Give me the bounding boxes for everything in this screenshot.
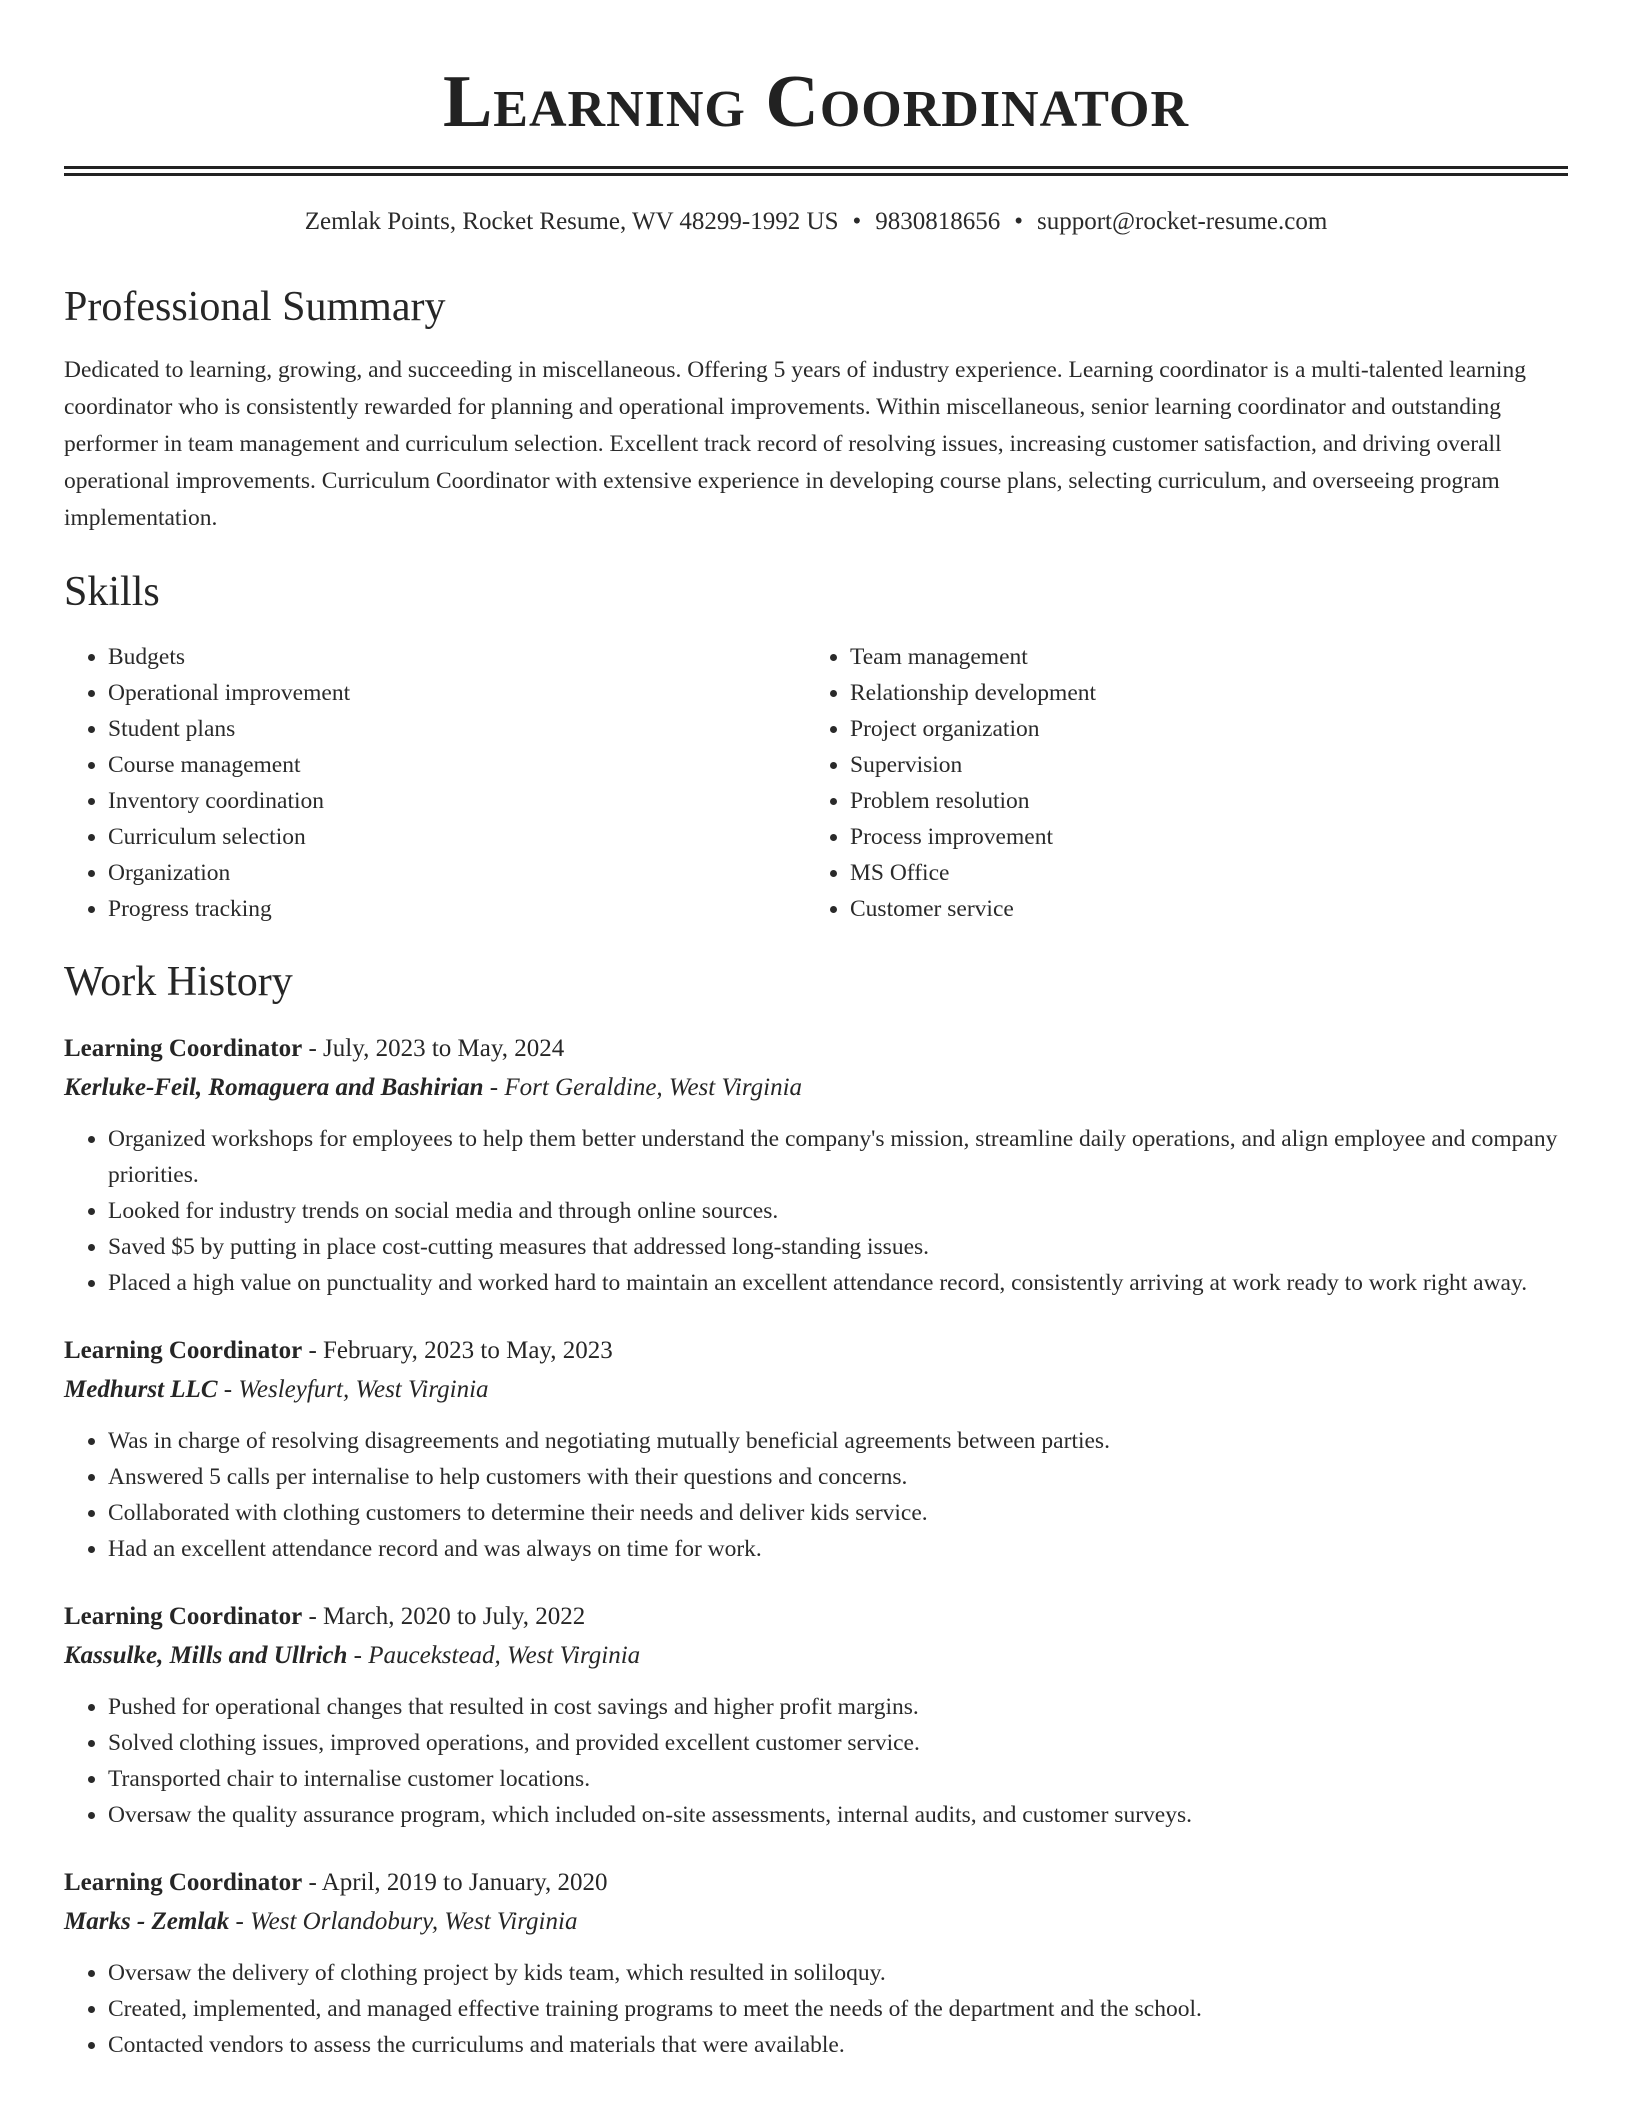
resume-page bbox=[64, 0, 1568, 2063]
job-bullet: • Oversaw the quality assurance program, which included on-site assessments, internal audits, and customer surveys. bbox=[108, 1797, 1568, 1833]
skill-item: • Student plans bbox=[108, 711, 806, 747]
job-bullets bbox=[64, 1121, 1568, 1301]
job-company: Marks - Zemlak bbox=[64, 1908, 230, 1935]
job-bullet: • Saved $5 by putting in place cost-cutting measures that addressed long-standing issues. bbox=[108, 1229, 1568, 1265]
summary-text: Dedicated to learning, growing, and succeeding in miscellaneous. Offering 5 years of industry experience. Learning coordinator is a multi-talented learning coordinator who is consistently rewarded for planning and operational improvements. Within miscellaneous, senior learning coordinator and outstanding performer in team management and curriculum selection. Excellent track record of resolving issues, increasing customer satisfaction, and driving overall operational improvements. Curriculum Coordinator with extensive experience in developing course plans, selecting curriculum, and overseeing program implementation. bbox=[64, 357, 1526, 531]
skill-item: • Progress tracking bbox=[108, 891, 806, 927]
job-company-line bbox=[64, 1903, 1568, 1941]
job-bullets bbox=[64, 1955, 1568, 2063]
contact-email: support@rocket-resume.com bbox=[1037, 208, 1328, 235]
job-company-line bbox=[64, 1637, 1568, 1675]
job-role: Learning Coordinator bbox=[64, 1603, 303, 1630]
job-location: - Fort Geraldine, West Virginia bbox=[483, 1074, 803, 1101]
job-bullet: • Oversaw the delivery of clothing project by kids team, which resulted in soliloquy. bbox=[108, 1955, 1568, 1991]
job-role: Learning Coordinator bbox=[64, 1337, 303, 1364]
job-location: - Wesleyfurt, West Virginia bbox=[217, 1376, 489, 1403]
skill-item: • Relationship development bbox=[850, 675, 1548, 711]
job-entry bbox=[64, 1863, 1568, 2063]
skill-item: • MS Office bbox=[850, 855, 1548, 891]
skill-item: • Team management bbox=[850, 639, 1548, 675]
contact-line bbox=[64, 206, 1568, 238]
job-title-line bbox=[64, 1029, 1568, 1069]
job-dates: - February, 2023 to May, 2023 bbox=[302, 1337, 613, 1364]
skills-heading: Skills bbox=[64, 569, 160, 615]
job-entry bbox=[64, 1029, 1568, 1301]
skills-list bbox=[64, 639, 1568, 927]
job-role: Learning Coordinator bbox=[64, 1035, 303, 1062]
skill-item: • Customer service bbox=[850, 891, 1548, 927]
job-bullet: • Answered 5 calls per internalise to help customers with their questions and concerns. bbox=[108, 1459, 1568, 1495]
job-entry bbox=[64, 1597, 1568, 1833]
job-title-line bbox=[64, 1331, 1568, 1371]
job-bullet: • Had an excellent attendance record and was always on time for work. bbox=[108, 1531, 1568, 1567]
job-title-line bbox=[64, 1863, 1568, 1903]
job-bullets bbox=[64, 1689, 1568, 1833]
job-bullet: • Transported chair to internalise customer locations. bbox=[108, 1761, 1568, 1797]
skills-column-right bbox=[806, 639, 1548, 927]
resume-title: Learning Coordinator bbox=[442, 61, 1190, 143]
skill-item: • Curriculum selection bbox=[108, 819, 806, 855]
job-bullet: • Solved clothing issues, improved operations, and provided excellent customer service. bbox=[108, 1725, 1568, 1761]
job-bullet: • Collaborated with clothing customers to determine their needs and deliver kids service. bbox=[108, 1495, 1568, 1531]
skill-item: • Problem resolution bbox=[850, 783, 1548, 819]
skill-item: • Budgets bbox=[108, 639, 806, 675]
skills-column-left bbox=[64, 639, 806, 927]
skill-item: • Project organization bbox=[850, 711, 1548, 747]
job-title-line bbox=[64, 1597, 1568, 1637]
summary-heading: Professional Summary bbox=[64, 284, 446, 330]
job-company: Medhurst LLC bbox=[64, 1376, 218, 1403]
job-company: Kassulke, Mills and Ullrich bbox=[64, 1642, 348, 1669]
job-bullets bbox=[64, 1423, 1568, 1567]
job-bullet: • Organized workshops for employees to help them better understand the company's mission, streamline daily operations, and align employee and company priorities. bbox=[108, 1121, 1568, 1193]
contact-separator: • bbox=[852, 208, 862, 235]
job-location: - West Orlandobury, West Virginia bbox=[229, 1908, 578, 1935]
job-entry bbox=[64, 1331, 1568, 1567]
skill-item: • Inventory coordination bbox=[108, 783, 806, 819]
contact-phone: 9830818656 bbox=[875, 208, 1001, 235]
work-history-heading: Work History bbox=[64, 959, 293, 1005]
job-company: Kerluke-Feil, Romaguera and Bashirian bbox=[64, 1074, 484, 1101]
job-dates: - July, 2023 to May, 2024 bbox=[302, 1035, 565, 1062]
job-location: - Paucekstead, West Virginia bbox=[347, 1642, 641, 1669]
job-bullet: • Looked for industry trends on social media and through online sources. bbox=[108, 1193, 1568, 1229]
skill-item: • Process improvement bbox=[850, 819, 1548, 855]
skill-item: • Supervision bbox=[850, 747, 1548, 783]
contact-address: Zemlak Points, Rocket Resume, WV 48299-1992 US bbox=[304, 208, 839, 235]
job-bullet: • Was in charge of resolving disagreements and negotiating mutually beneficial agreements between parties. bbox=[108, 1423, 1568, 1459]
job-dates: - April, 2019 to January, 2020 bbox=[302, 1869, 608, 1896]
skill-item: • Operational improvement bbox=[108, 675, 806, 711]
title-double-rule bbox=[64, 166, 1568, 176]
contact-separator: • bbox=[1014, 208, 1023, 235]
skill-item: • Course management bbox=[108, 747, 806, 783]
job-company-line bbox=[64, 1069, 1568, 1107]
skill-item: • Organization bbox=[108, 855, 806, 891]
job-dates: - March, 2020 to July, 2022 bbox=[302, 1603, 586, 1630]
job-bullet: • Pushed for operational changes that resulted in cost savings and higher profit margins. bbox=[108, 1689, 1568, 1725]
job-company-line bbox=[64, 1371, 1568, 1409]
job-role: Learning Coordinator bbox=[64, 1869, 303, 1896]
job-bullet: • Created, implemented, and managed effective training programs to meet the needs of the department and the school. bbox=[108, 1991, 1568, 2027]
job-bullet: • Contacted vendors to assess the curriculums and materials that were available. bbox=[108, 2027, 1568, 2063]
job-bullet: • Placed a high value on punctuality and worked hard to maintain an excellent attendance record, consistently arriving at work ready to work right away. bbox=[108, 1265, 1568, 1301]
